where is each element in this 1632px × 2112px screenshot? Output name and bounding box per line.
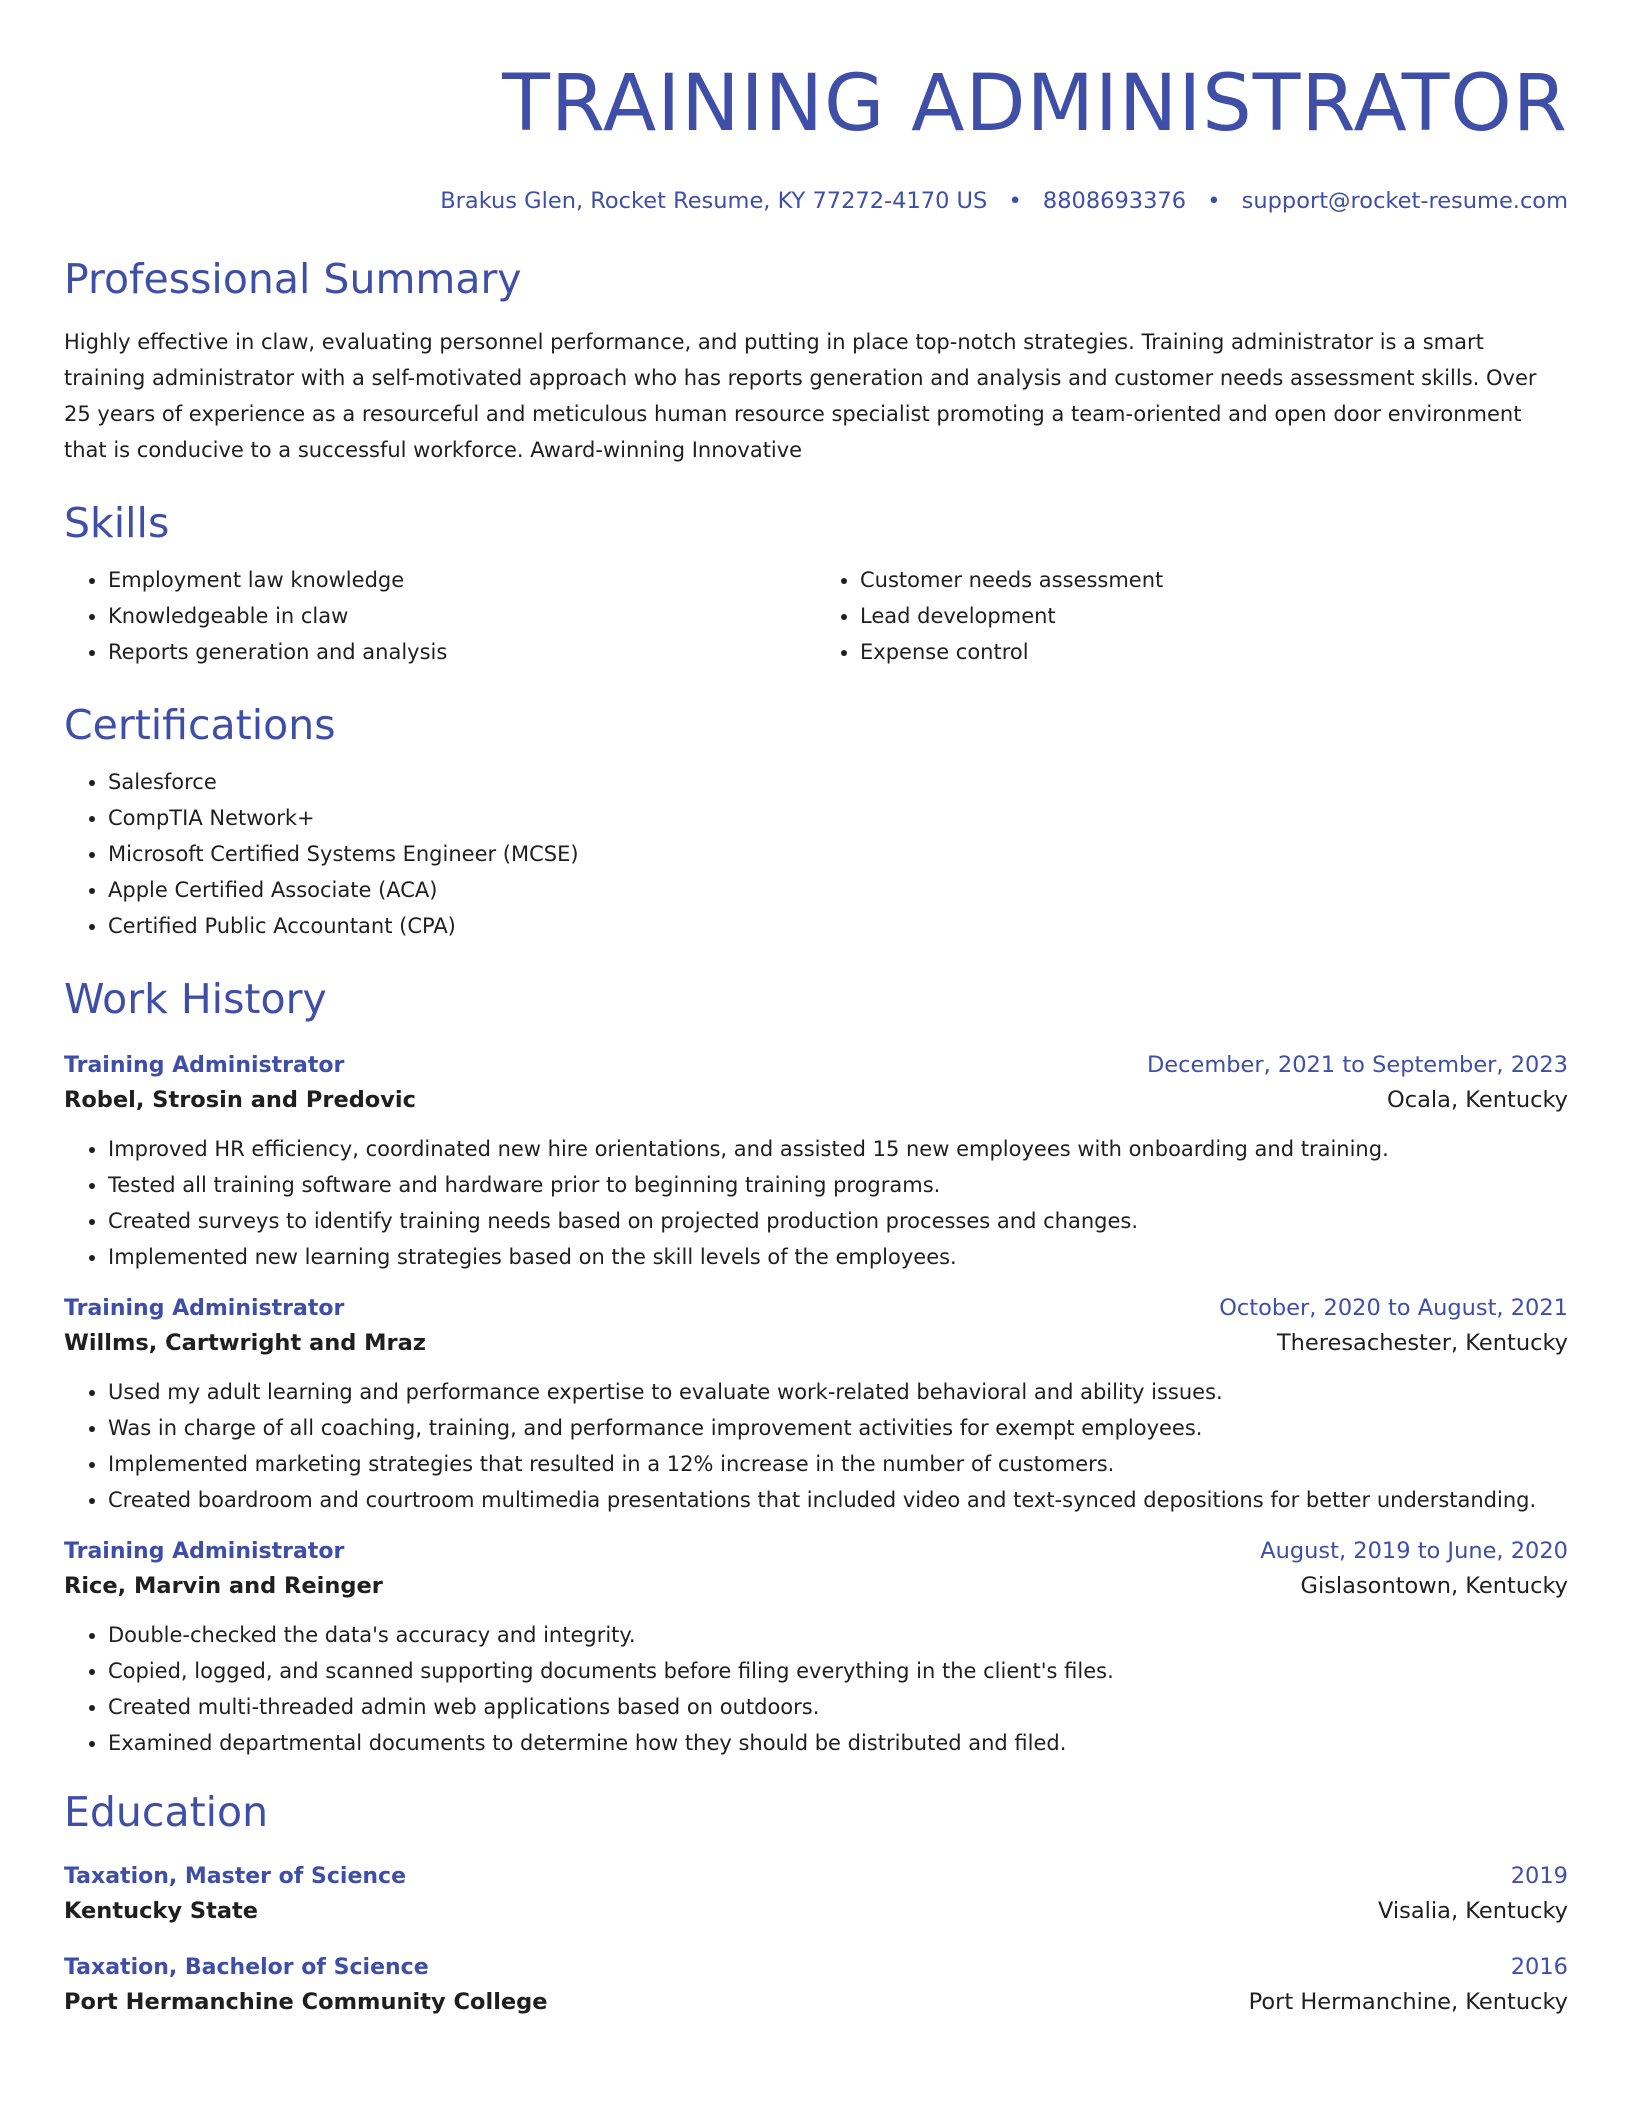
phone-text: 8808693376 xyxy=(1042,188,1187,214)
skill-item: • Reports generation and analysis xyxy=(108,634,816,670)
skills-column-right xyxy=(816,562,1568,670)
school-name: Kentucky State xyxy=(64,1898,259,1924)
skill-item: • Customer needs assessment xyxy=(860,562,1568,598)
duty-item: • Examined departmental documents to determine how they should be distributed and filed. xyxy=(108,1725,1568,1761)
job-title: Training Administrator xyxy=(64,1539,345,1564)
job-dates: December, 2021 to September, 2023 xyxy=(1146,1052,1568,1078)
job-title: Training Administrator xyxy=(64,1296,345,1321)
skill-item: • Knowledgeable in claw xyxy=(108,598,816,634)
email-link[interactable]: support@rocket-resume.com xyxy=(1241,188,1568,214)
skills-list xyxy=(64,562,1568,670)
resume-header xyxy=(64,56,1568,216)
duty-item: • Created multi-threaded admin web applications based on outdoors. xyxy=(108,1689,1568,1725)
section-title-work-history: Work History xyxy=(64,975,327,1023)
company-name: Robel, Strosin and Predovic xyxy=(64,1087,416,1113)
graduation-year: 2019 xyxy=(1510,1863,1568,1889)
job-title: Training Administrator xyxy=(64,1053,345,1078)
duty-item: • Used my adult learning and performance expertise to evaluate work-related behavioral and ability issues. xyxy=(108,1374,1568,1410)
skill-item: • Lead development xyxy=(860,598,1568,634)
section-title-certifications: Certifications xyxy=(64,701,336,749)
certification-item: • CompTIA Network+ xyxy=(108,800,1568,836)
certification-item: • Apple Certified Associate (ACA) xyxy=(108,872,1568,908)
section-title-skills: Skills xyxy=(64,499,170,547)
duty-item: • Was in charge of all coaching, training, and performance improvement activities for exempt employees. xyxy=(108,1410,1568,1446)
separator-dot: • xyxy=(1008,188,1022,214)
company-name: Rice, Marvin and Reinger xyxy=(64,1573,383,1599)
education-entry xyxy=(64,1952,1568,2021)
job-duties xyxy=(64,1374,1568,1518)
duty-item: • Implemented marketing strategies that resulted in a 12% increase in the number of customers. xyxy=(108,1446,1568,1482)
contact-line xyxy=(64,186,1568,216)
duty-item: • Implemented new learning strategies based on the skill levels of the employees. xyxy=(108,1239,1568,1275)
skill-item: • Expense control xyxy=(860,634,1568,670)
certification-item: • Microsoft Certified Systems Engineer (MCSE) xyxy=(108,836,1568,872)
job-entry xyxy=(64,1536,1568,1761)
section-title-education: Education xyxy=(64,1788,269,1836)
certification-item: • Certified Public Accountant (CPA) xyxy=(108,908,1568,944)
company-name: Willms, Cartwright and Mraz xyxy=(64,1330,426,1356)
duty-item: • Tested all training software and hardware prior to beginning training programs. xyxy=(108,1167,1568,1203)
job-dates: October, 2020 to August, 2021 xyxy=(1219,1295,1568,1321)
address-text: Brakus Glen, Rocket Resume, KY 77272-4170 US xyxy=(440,188,988,214)
job-dates: August, 2019 to June, 2020 xyxy=(1260,1538,1568,1564)
duty-item: • Created boardroom and courtroom multimedia presentations that included video and text-synced depositions for better understanding. xyxy=(108,1482,1568,1518)
degree-name: Taxation, Master of Science xyxy=(64,1864,406,1889)
skill-item: • Employment law knowledge xyxy=(108,562,816,598)
job-location: Gislasontown, Kentucky xyxy=(1300,1573,1568,1599)
school-location: Visalia, Kentucky xyxy=(1378,1898,1568,1924)
duty-item: • Copied, logged, and scanned supporting documents before filing everything in the client's files. xyxy=(108,1653,1568,1689)
job-entry xyxy=(64,1293,1568,1518)
skills-column-left xyxy=(64,562,816,670)
duty-item: • Improved HR efficiency, coordinated new hire orientations, and assisted 15 new employees with onboarding and training. xyxy=(108,1131,1568,1167)
duty-item: • Double-checked the data's accuracy and integrity. xyxy=(108,1617,1568,1653)
job-entry xyxy=(64,1050,1568,1275)
job-location: Ocala, Kentucky xyxy=(1387,1087,1568,1113)
job-duties xyxy=(64,1617,1568,1761)
duty-item: • Created surveys to identify training needs based on projected production processes and changes. xyxy=(108,1203,1568,1239)
candidate-title: TRAINING ADMINISTRATOR xyxy=(502,59,1568,149)
certification-item: • Salesforce xyxy=(108,764,1568,800)
school-location: Port Hermanchine, Kentucky xyxy=(1248,1989,1568,2015)
degree-name: Taxation, Bachelor of Science xyxy=(64,1955,429,1980)
job-duties xyxy=(64,1131,1568,1275)
separator-dot: • xyxy=(1207,188,1221,214)
graduation-year: 2016 xyxy=(1510,1954,1568,1980)
summary-text: Highly effective in claw, evaluating personnel performance, and putting in place top-notch strategies. Training administrator is a smart training administrator with a self-motivated approach who has reports generation and analysis and customer needs assessment skills. Over 25 years of experience as a resourceful and meticulous human resource specialist promoting a team-oriented and open door environment that is conducive to a successful workforce. Award-winning Innovative xyxy=(64,330,1537,462)
school-name: Port Hermanchine Community College xyxy=(64,1989,548,2015)
education-entry xyxy=(64,1861,1568,1930)
certifications-list xyxy=(64,764,1568,944)
job-location: Theresachester, Kentucky xyxy=(1276,1330,1568,1356)
section-title-summary: Professional Summary xyxy=(64,255,522,303)
